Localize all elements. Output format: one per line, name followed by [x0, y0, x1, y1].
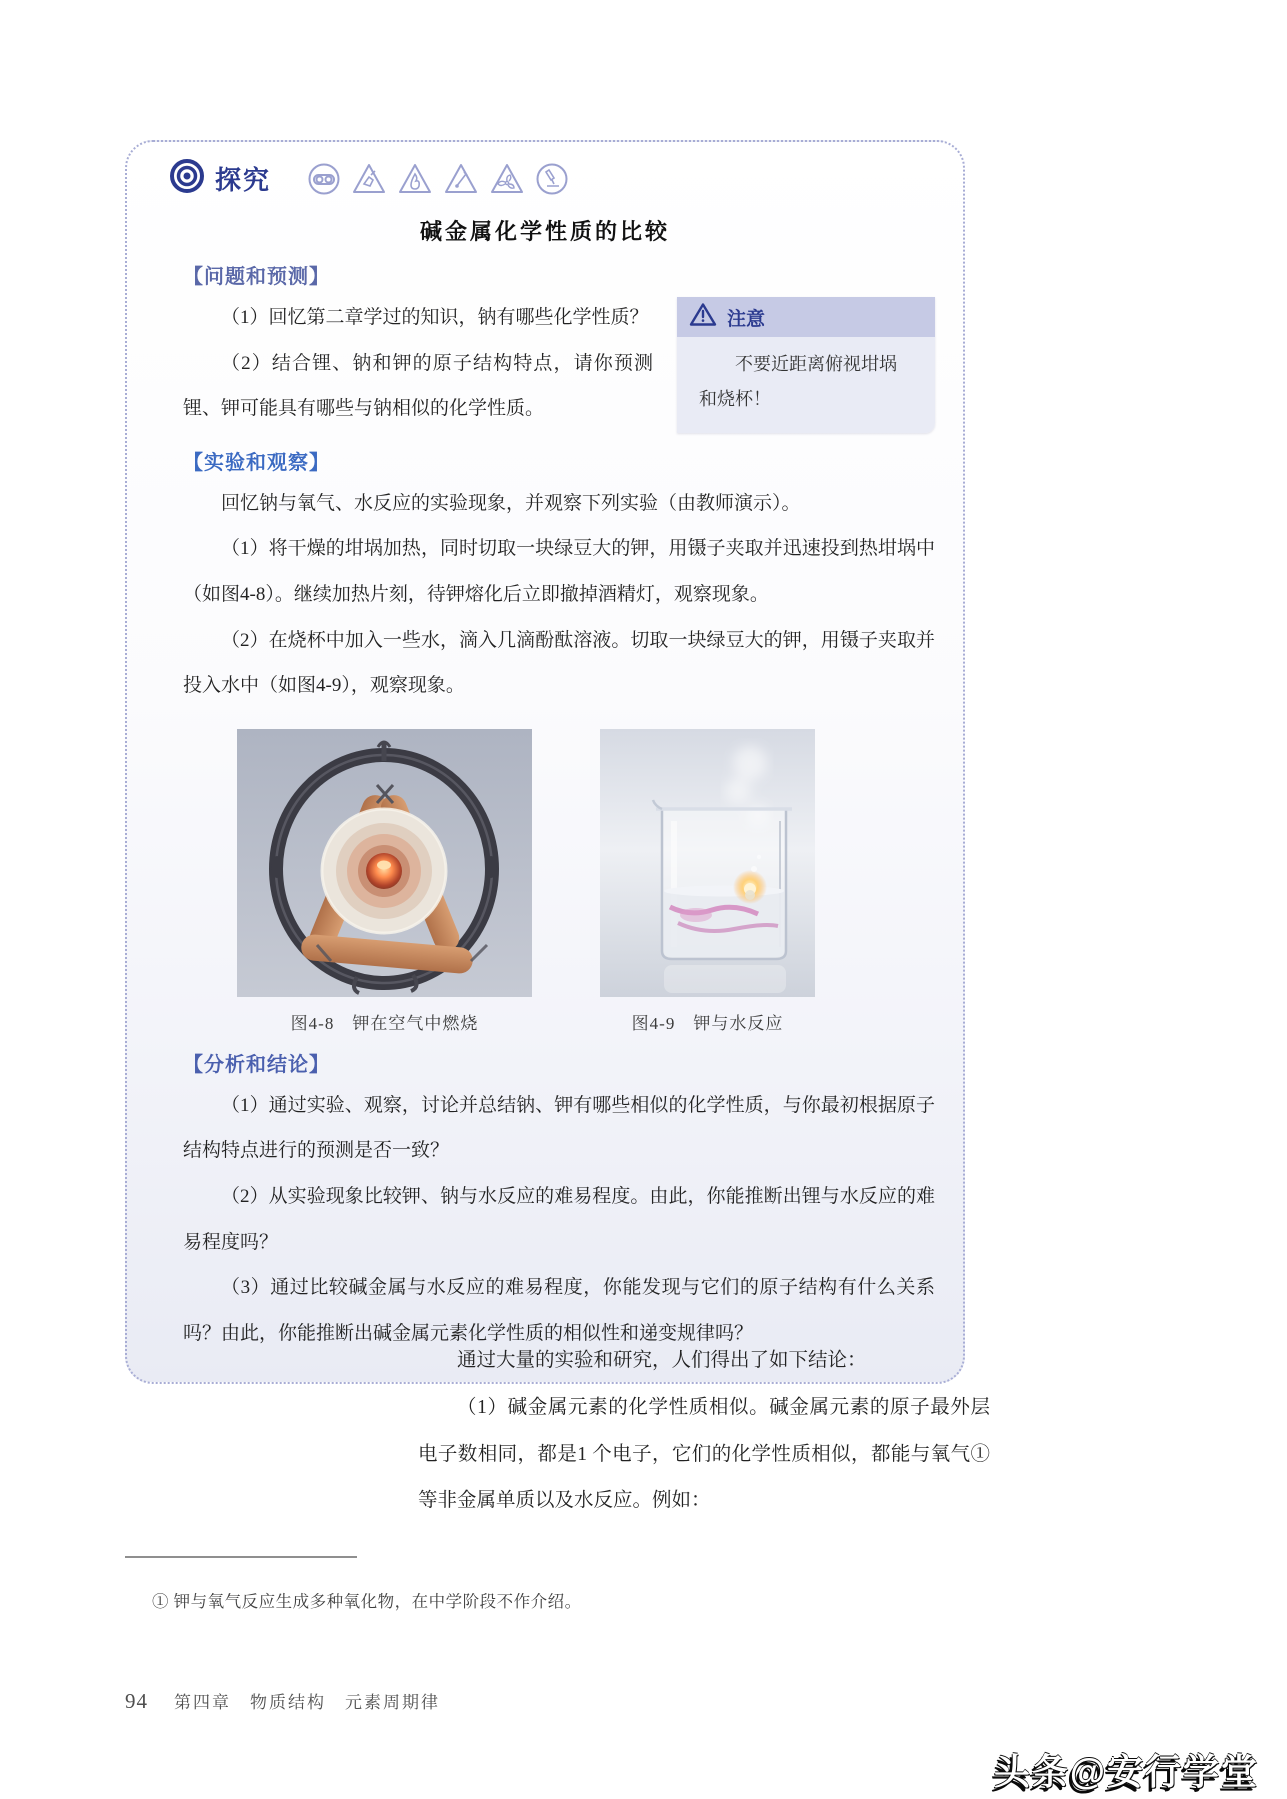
conclusion-paragraph-1: 通过大量的实验和研究，人们得出了如下结论： — [457, 1350, 867, 1371]
sharp-warning-icon — [443, 162, 479, 196]
flame-warning-icon — [397, 162, 433, 196]
analysis-paragraph-2: （2）从实验现象比较钾、钠与水反应的难易程度。由此，你能推断出锂与水反应的难易程度吗？ — [183, 1185, 935, 1253]
section-heading-analysis: 【分析和结论】 — [183, 1053, 330, 1076]
note-body: 不要近距离俯视坩埚和烧杯！ — [677, 337, 935, 433]
analysis-paragraph-3: （3）通过比较碱金属与水反应的难易程度，你能发现与它们的原子结构有什么关系吗？由此，你能推断出碱金属元素化学性质的相似性和递变规律吗？ — [183, 1277, 935, 1344]
activity-title: 碱金属化学性质的比较 — [419, 219, 670, 244]
footnote-text: ① 钾与氧气反应生成多种氧化物，在中学阶段不作介绍。 — [152, 1592, 582, 1611]
observe-intro: 回忆钠与氧气、水反应的实验现象，并观察下列实验（由教师演示）。 — [221, 492, 801, 514]
explore-label: 探究 — [215, 165, 272, 195]
section-heading-observe: 【实验和观察】 — [183, 451, 330, 474]
section-heading-questions: 【问题和预测】 — [183, 266, 330, 288]
conclusion-text — [418, 1338, 990, 1525]
microscope-icon — [535, 162, 569, 196]
page-footer — [125, 1688, 440, 1714]
question-paragraph-2: （2）结合锂、钠和钾的原子结构特点，请你预测锂、钾可能具有哪些与钠相似的化学性质。 — [183, 352, 653, 420]
figure-4-8-caption: 图4-8 钾在空气中燃烧 — [290, 1013, 479, 1033]
page-number: 94 — [125, 1689, 148, 1713]
analysis-paragraph-1: （1）通过实验、观察，讨论并总结钠、钾有哪些相似的化学性质，与你最初根据原子结构特点进行的预测是否一致？ — [183, 1094, 935, 1162]
explore-activity-box — [125, 140, 965, 1384]
explore-header — [155, 158, 935, 199]
figure-4-8 — [237, 729, 532, 1034]
note-title: 注意 — [727, 308, 766, 330]
observe-step-2: （2）在烧杯中加入一些水，滴入几滴酚酞溶液。切取一块绿豆大的钾，用镊子夹取并投入水中（如图4-9），观察现象。 — [183, 629, 935, 697]
warning-triangle-icon — [689, 302, 717, 332]
target-icon — [169, 158, 205, 199]
observe-step-1: （1）将干燥的坩埚加热，同时切取一块绿豆大的钾，用镊子夹取并迅速投到热坩埚中（如图4-8）。继续加热片刻，待钾熔化后立即撤掉酒精灯，观察现象。 — [183, 538, 935, 605]
conclusion-paragraph-2: （1）碱金属元素的化学性质相似。碱金属元素的原子最外层电子数相同，都是1 个电子，它们的化学性质相似，都能与氧气①等非金属单质以及水反应。例如： — [418, 1396, 990, 1512]
activity-body — [155, 260, 935, 1356]
question-paragraph-1: （1）回忆第二章学过的知识，钠有哪些化学性质？ — [221, 307, 649, 328]
caution-note-header — [677, 297, 935, 337]
figure-row — [237, 729, 935, 1034]
corrosive-warning-icon — [351, 162, 387, 196]
goggles-icon — [307, 162, 341, 196]
figure-4-9-caption: 图4-9 钾与水反应 — [631, 1013, 784, 1033]
figure-4-8-photo-crucible — [237, 729, 532, 997]
figure-4-9 — [600, 729, 815, 1034]
caution-note — [677, 297, 935, 433]
safety-icon-row — [307, 162, 569, 196]
fan-warning-icon — [489, 162, 525, 196]
chapter-title: 第四章 物质结构 元素周期律 — [174, 1693, 440, 1712]
watermark-text: 头条@安行学堂 — [993, 1751, 1259, 1792]
figure-4-9-photo-beaker — [600, 729, 815, 997]
footnote-divider — [125, 1556, 357, 1558]
